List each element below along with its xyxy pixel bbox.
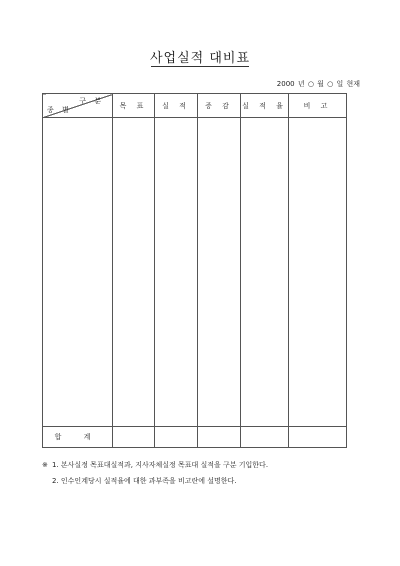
title-underline xyxy=(151,66,249,67)
as-of-date: 2000 년 ○ 월 ○ 일 현재 xyxy=(276,80,360,88)
entry-cell-type[interactable] xyxy=(43,118,113,427)
performance-comparison-table xyxy=(42,93,347,448)
notes-section xyxy=(42,457,362,489)
entry-cell-change[interactable] xyxy=(198,118,241,427)
entry-cell-remarks[interactable] xyxy=(289,118,347,427)
total-cell-achievement-rate[interactable] xyxy=(241,427,289,448)
column-header-target: 목 표 xyxy=(113,94,155,118)
type-label: 종 별 xyxy=(47,106,72,114)
header-row xyxy=(43,94,347,118)
total-label-cell xyxy=(43,427,113,448)
note-mark: ※ xyxy=(42,461,48,469)
entry-cell-achievement-rate[interactable] xyxy=(241,118,289,427)
total-cell-remarks[interactable] xyxy=(289,427,347,448)
document-title: 사업실적 대비표 xyxy=(149,51,251,66)
corner-header-cell xyxy=(43,94,113,118)
note-item xyxy=(42,457,362,473)
note-item xyxy=(42,473,362,489)
total-cell-change[interactable] xyxy=(198,427,241,448)
entry-cell-target[interactable] xyxy=(113,118,155,427)
total-cell-actual[interactable] xyxy=(155,427,198,448)
category-label: 구 분 xyxy=(79,97,104,105)
column-header-remarks: 비 고 xyxy=(289,94,347,118)
note-text: 1. 본사실정 목표대실적과, 지사자체실정 목표대 실적을 구분 기입한다. xyxy=(52,461,269,469)
column-header-change: 증 감 xyxy=(198,94,241,118)
total-label: 합 계 xyxy=(54,433,101,441)
entry-cell-actual[interactable] xyxy=(155,118,198,427)
column-header-actual: 실 적 xyxy=(155,94,198,118)
total-cell-target[interactable] xyxy=(113,427,155,448)
note-text: 2. 인수인계당시 실적율에 대한 과부족을 비고란에 설명한다. xyxy=(52,477,237,485)
total-row xyxy=(43,427,347,448)
column-header-achievement-rate: 실 적 율 xyxy=(241,94,289,118)
entry-row xyxy=(43,118,347,427)
